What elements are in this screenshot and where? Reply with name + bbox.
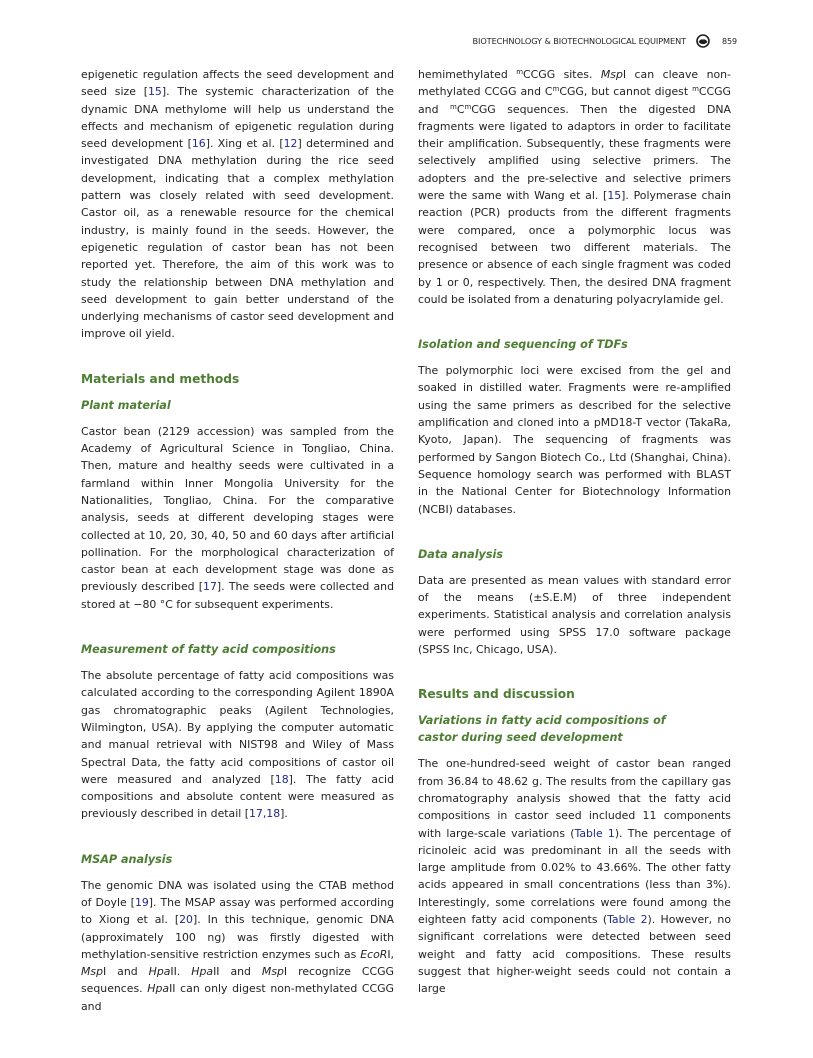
section-heading-results: Results and discussion bbox=[418, 687, 575, 702]
subsection-heading-variations: Variations in fatty acid compositions of castor during seed development bbox=[418, 714, 666, 745]
citation-link[interactable]: 18 bbox=[274, 772, 289, 786]
citation-link[interactable]: 20 bbox=[179, 913, 193, 927]
right-column bbox=[418, 66, 731, 997]
citation-link[interactable]: 19 bbox=[134, 895, 149, 909]
subsection-heading-data-analysis: Data analysis bbox=[418, 547, 503, 561]
data-analysis-paragraph: Data are presented as mean values with standard error of the means (±S.E.M) of three independent experiments. Statistical analysis and correlation analysis were performed using SPSS 17.0 software package (SPSS Inc, Chicago, USA). bbox=[418, 573, 731, 657]
citation-link[interactable]: 17 bbox=[203, 580, 217, 594]
publisher-logo-icon bbox=[696, 34, 710, 48]
intro-paragraph: epigenetic regulation affects the seed development and seed size [15]. The systemic characterization of the dynamic DNA methylome will help us understand the effects and mechanism of epigenetic regulation during seed development [16]. Xing et al. [12] determined and investigated DNA methylation during the rice seed development, indicating that a complex methylation pattern was closely related with seed development. Castor oil, as a renewable resource for the chemical industry, is mainly found in the seeds. However, the epigenetic regulation of castor bean has not been reported yet. Therefore, the aim of this work was to study the relationship between DNA methylation and seed development to gain better understand of the underlying mechanisms of castor seed development and improve oil yield. bbox=[81, 68, 394, 341]
table-link[interactable]: Table 2 bbox=[607, 912, 648, 926]
subsection-heading-msap: MSAP analysis bbox=[81, 852, 173, 866]
variations-paragraph: The one-hundred-seed weight of castor bean ranged from 36.84 to 48.62 g. The results from the capillary gas chromatography analysis showed that the fatty acid compositions in castor seed included 11 components with large-scale variations (Table 1). The percentage of ricinoleic acid was predominant in all the seeds with large amplitude from 0.02% to 43.66%. The other fatty acids appeared in small concentrations (less than 3%). Interestingly, some correlations were found among the eighteen fatty acid components (Table 2). However, no significant correlations were detected between seed weight and fatty acid compositions. These results suggest that higher-weight seeds could not contain a large bbox=[418, 757, 732, 996]
citation-link[interactable]: 16 bbox=[191, 137, 206, 151]
section-heading-materials: Materials and methods bbox=[81, 371, 240, 386]
citation-link[interactable]: 12 bbox=[283, 137, 298, 151]
subsection-heading-plant: Plant material bbox=[81, 398, 171, 412]
plant-material-paragraph: Castor bean (2129 accession) was sampled from the Academy of Agricultural Science in Tongliao, China. Then, mature and healthy seeds were cultivated in a farmland within Inner Mongolia University for the Nationalities, Tongliao, China. For the comparative analysis, seeds at different developing stages were collected at 10, 20, 30, 40, 50 and 60 days after artificial pollination. For the morphological characterization of castor bean at each development stage was done as previously described [17]. The seeds were collected and stored at −80 °C for subsequent experiments. bbox=[81, 424, 394, 611]
journal-title: BIOTECHNOLOGY & BIOTECHNOLOGICAL EQUIPMENT bbox=[472, 36, 687, 46]
subsection-heading-isolation: Isolation and sequencing of TDFs bbox=[418, 338, 628, 352]
msap-paragraph: The genomic DNA was isolated using the CTAB method of Doyle [19]. The MSAP assay was performed according to Xiong et al. [20]. In this technique, genomic DNA (approximately 100 ng) was firstly digested with methylation-sensitive restriction enzymes such as EcoRI, MspI and HpaII. HpaII and MspI recognize CCGG sequences. HpaII can only digest non-methylated CCGG and bbox=[81, 878, 395, 1013]
isolation-paragraph: The polymorphic loci were excised from the gel and soaked in distilled water. Fragments were re-amplified using the same primers as described for the selective amplification and cloned into a pMD18-T vector (TakaRa, Kyoto, Japan). The sequencing of fragments was performed by Sangon Biotech Co., Ltd (Shanghai, China). Sequence homology search was performed with BLAST in the National Center for Biotechnology Information (NCBI) databases. bbox=[418, 364, 731, 516]
running-head bbox=[0, 34, 737, 48]
citation-link[interactable]: 17,18 bbox=[248, 807, 281, 821]
fatty-acid-paragraph: The absolute percentage of fatty acid compositions was calculated according to the corresponding Agilent 1890A gas chromatographic peaks (Agilent Technologies, Wilmington, USA). By applying the computer automatic and manual retrieval with NIST98 and Wiley of Mass Spectral Data, the fatty acid compositions of castor oil were measured and analyzed [18]. The fatty acid compositions and absolute content were measured as previously described in detail [17,18]. bbox=[81, 669, 394, 821]
page-number: 859 bbox=[722, 36, 737, 46]
table-link[interactable]: Table 1 bbox=[574, 826, 615, 840]
citation-link[interactable]: 15 bbox=[147, 85, 162, 99]
subsection-heading-fatty-acid: Measurement of fatty acid compositions bbox=[81, 643, 336, 657]
left-column bbox=[81, 66, 394, 1015]
msap-continued-paragraph: hemimethylated $^m$CCGG sites. MspI can cleave non-methylated CCGG and $C^mCGG$, but cannot digest $^m$CCGG and $^mC^mCGG$ sequences. Then the digested DNA fragments were ligated to adaptors in order to facilitate their amplification. Subsequently, these fragments were selectively amplified using selective primers. The adopters and the pre-selective and selective primers were the same with Wang et al. [15]. Polymerase chain reaction (PCR) products from the different fragments were compared, once a polymorphic locus was recognised between two different materials. The presence or absence of each single fragment was coded by 1 or 0, respectively. Then, the desired DNA fragment could be isolated from a denaturing polyacrylamide gel. bbox=[418, 68, 732, 306]
citation-link[interactable]: 15 bbox=[607, 189, 622, 203]
